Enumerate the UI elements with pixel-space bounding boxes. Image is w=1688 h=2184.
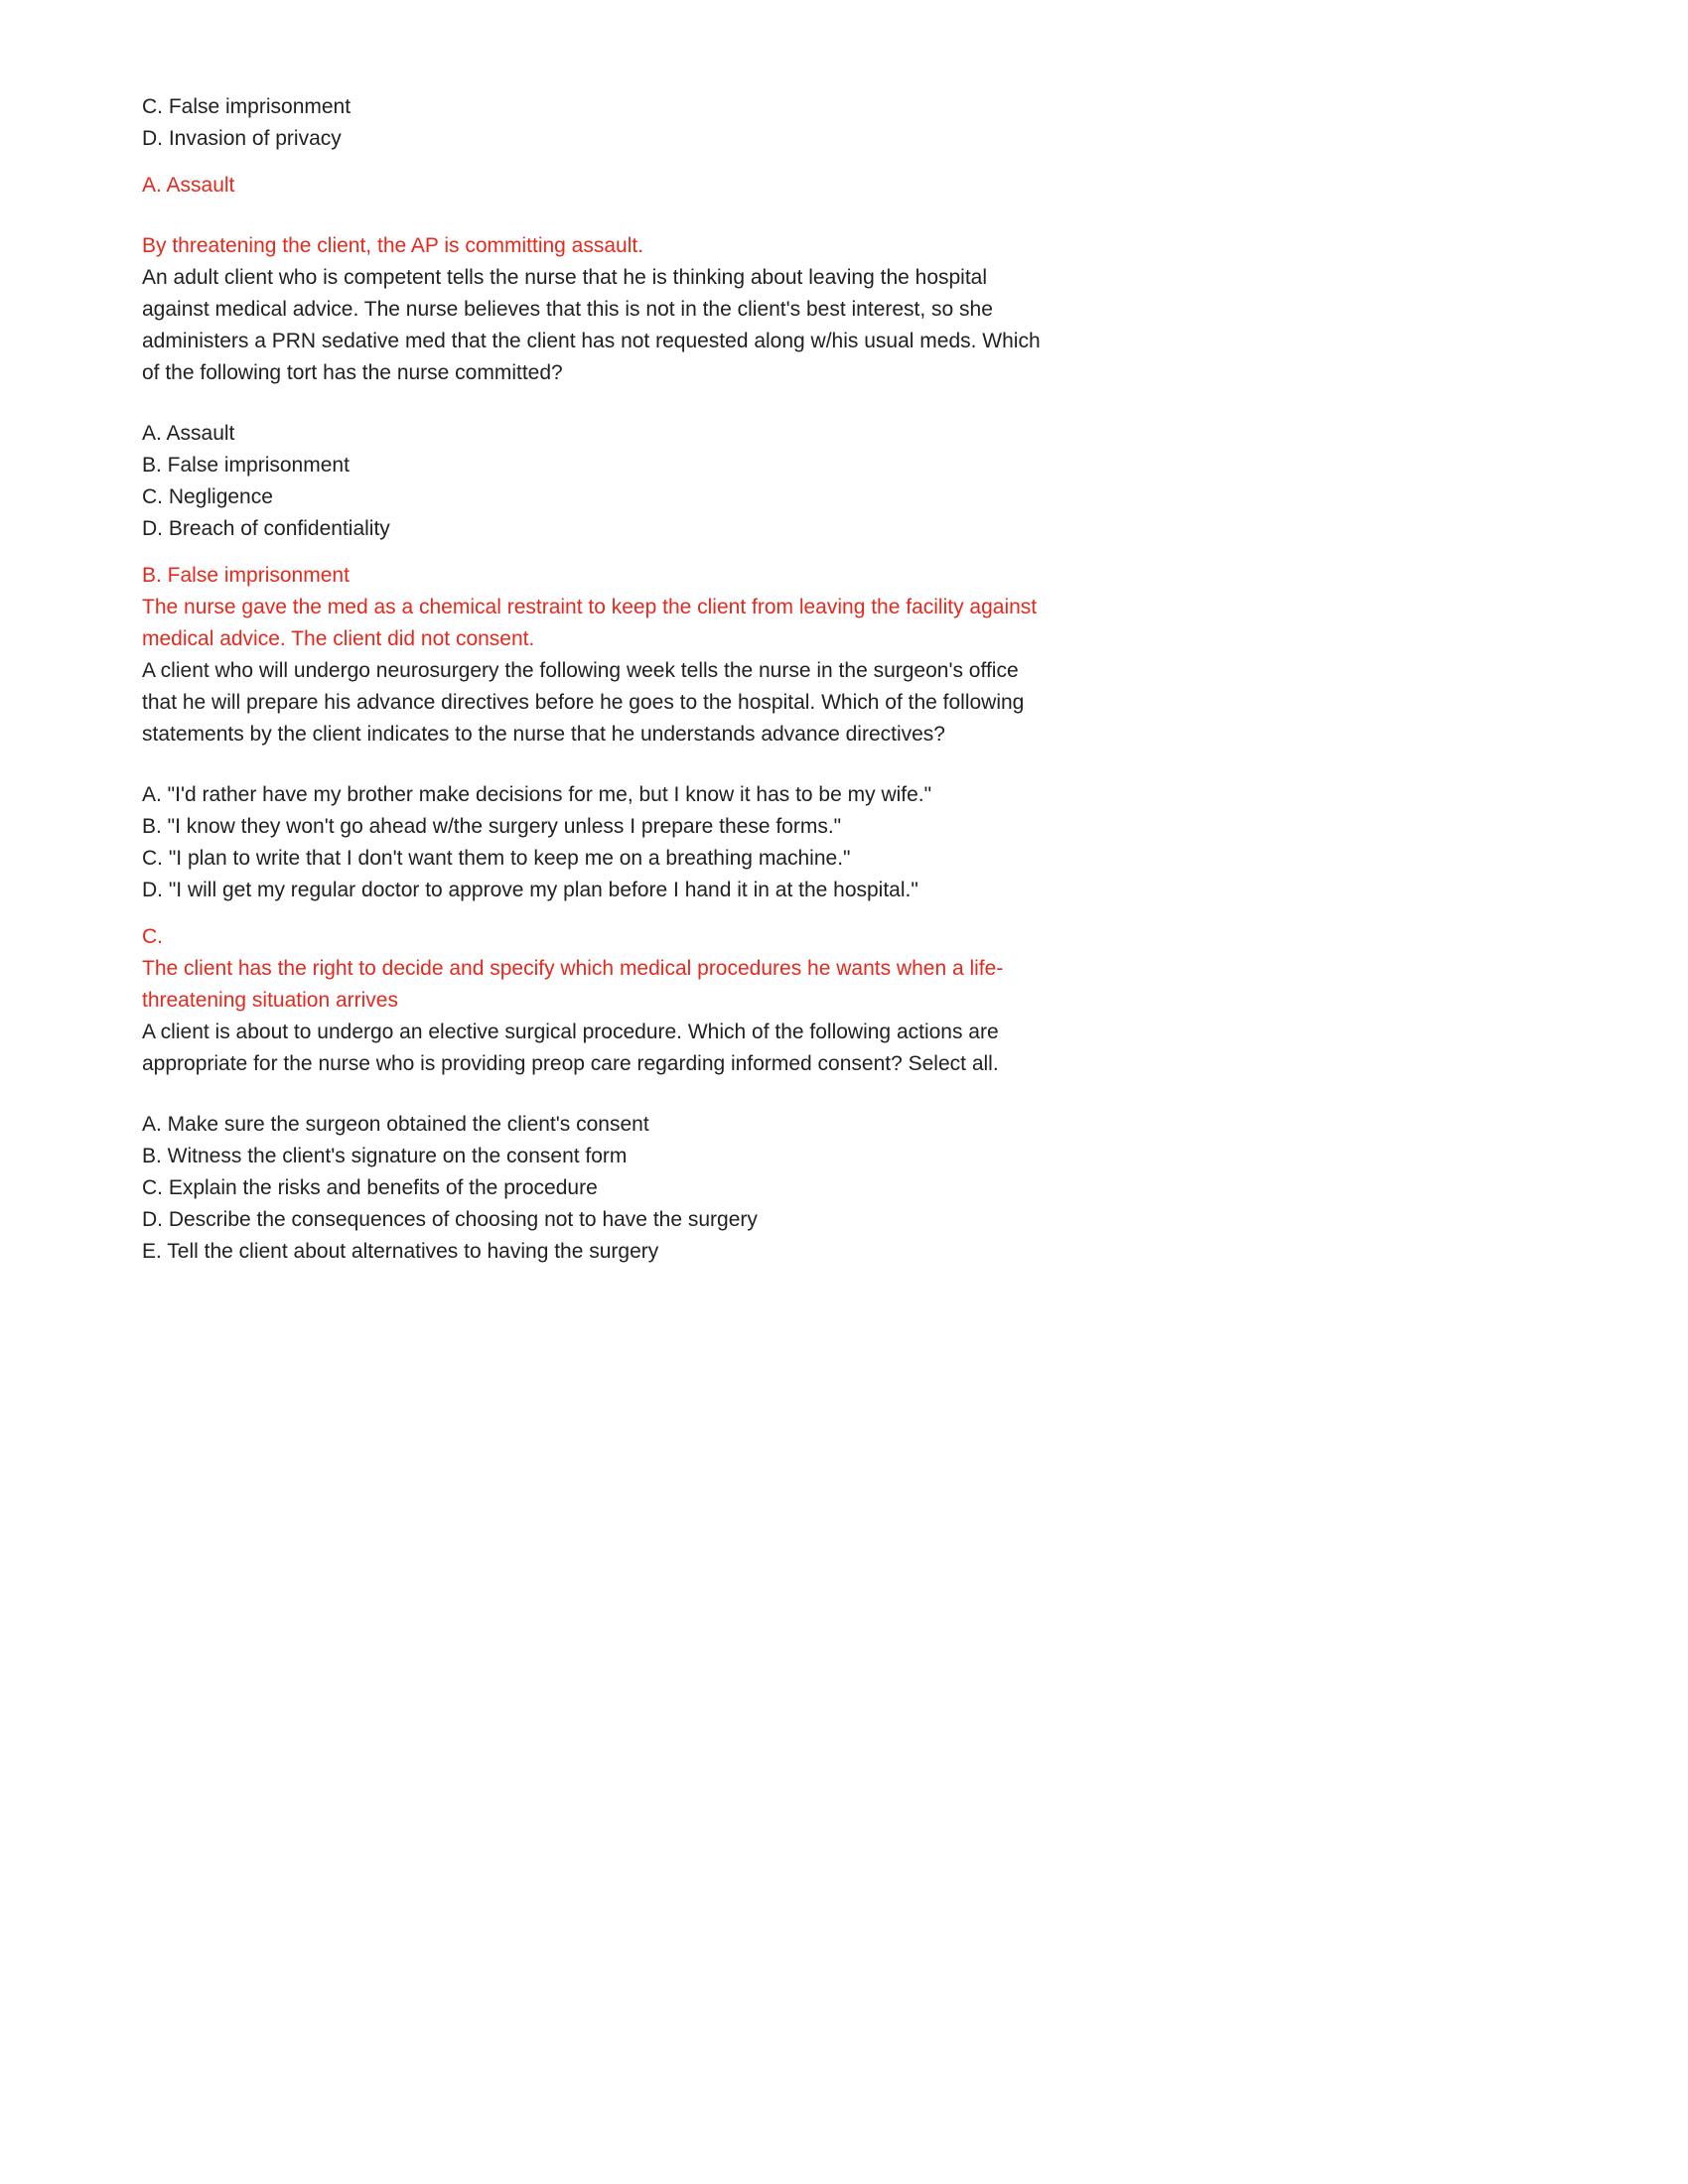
question-text: A client who will undergo neurosurgery the following week tells the nurse in the surgeon's office that he will prepare his advance directives before he goes to the hospital. Which of the following statements by the client indicates to the nurse that he understands advance directives? xyxy=(142,659,1025,746)
answer-text: C. xyxy=(142,925,163,948)
question-text: A client is about to undergo an elective surgical procedure. Which of the following actions are appropriate for the nurse who is providing preop care regarding informed consent? Select all. xyxy=(142,1021,999,1075)
question-options xyxy=(142,779,1048,906)
option-line: B. "I know they won't go ahead w/the surgery unless I prepare these forms." xyxy=(142,815,842,838)
question-options xyxy=(142,418,1048,545)
option-line: C. Negligence xyxy=(142,485,273,508)
question-text: An adult client who is competent tells the nurse that he is thinking about leaving the hospital against medical advice. The nurse believes that this is not in the client's best interest, so she administers a PRN sedative med that the client has not requested along w/his usual meds. Which of the following tort has the nurse committed? xyxy=(142,266,1041,384)
previous-question-options xyxy=(142,91,1048,155)
option-line: C. False imprisonment xyxy=(142,95,352,118)
option-line: B. Witness the client's signature on the consent form xyxy=(142,1145,628,1167)
option-line: A. "I'd rather have my brother make decisions for me, but I know it has to be my wife." xyxy=(142,783,932,806)
rationale-text: By threatening the client, the AP is committing assault. xyxy=(142,234,644,257)
option-line: D. Describe the consequences of choosing not to have the surgery xyxy=(142,1208,758,1231)
option-line: C. Explain the risks and benefits of the procedure xyxy=(142,1176,598,1199)
option-line: A. Assault xyxy=(142,422,235,445)
option-line: A. Make sure the surgeon obtained the client's consent xyxy=(142,1113,649,1136)
rationale-text: The nurse gave the med as a chemical restraint to keep the client from leaving the facility against medical advice. The client did not consent. xyxy=(142,596,1038,650)
answer-block xyxy=(142,921,1048,1017)
option-line: E. Tell the client about alternatives to having the surgery xyxy=(142,1240,659,1263)
rationale-text: The client has the right to decide and specify which medical procedures he wants when a life-threatening situation arrives xyxy=(142,957,1004,1012)
option-line: D. "I will get my regular doctor to approve my plan before I hand it in at the hospital." xyxy=(142,879,918,901)
option-line: D. Breach of confidentiality xyxy=(142,517,390,540)
answer-text: A. Assault xyxy=(142,174,235,197)
option-line: B. False imprisonment xyxy=(142,454,350,477)
document-content xyxy=(142,91,1048,1268)
answer-text: B. False imprisonment xyxy=(142,564,350,587)
option-line: C. "I plan to write that I don't want them to keep me on a breathing machine." xyxy=(142,847,851,870)
option-line: D. Invasion of privacy xyxy=(142,127,342,150)
question-options xyxy=(142,1109,1048,1268)
